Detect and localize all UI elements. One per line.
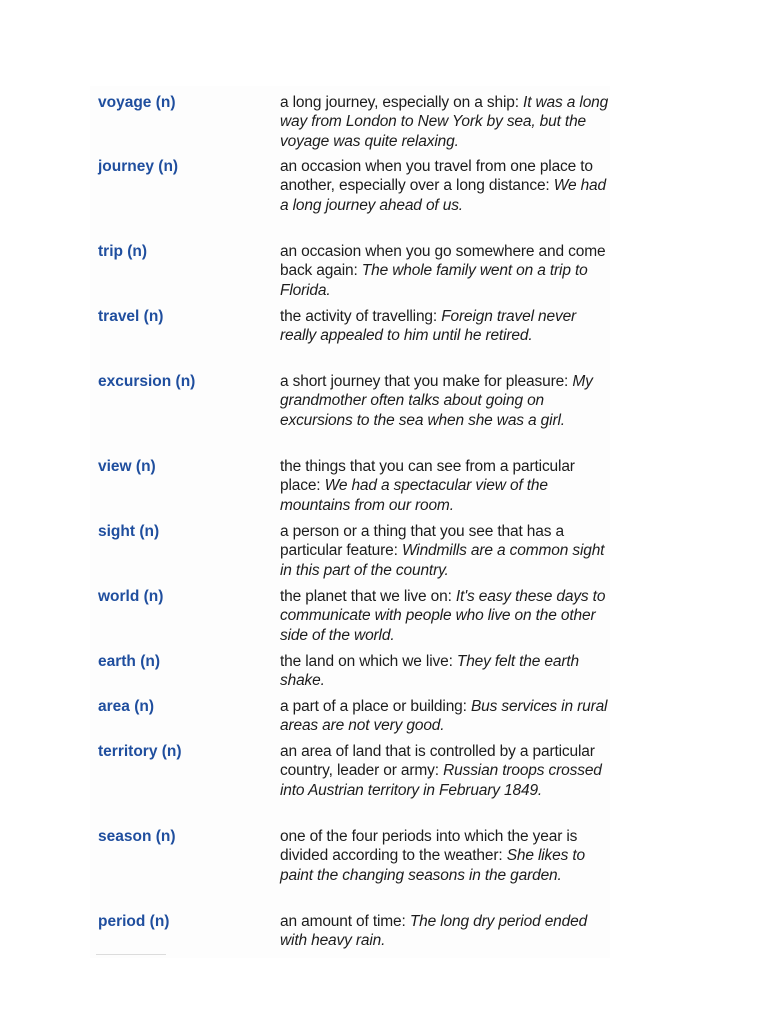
definition-excursion bbox=[280, 372, 610, 430]
example-sentence: It's easy these days to communicate with people who live on the other side of the world. bbox=[280, 588, 606, 644]
definition-travel bbox=[280, 307, 610, 346]
term-view: view (n) bbox=[98, 458, 156, 475]
example-sentence: The long dry period ended with heavy rain. bbox=[280, 913, 588, 950]
example-sentence: They felt the earth shake. bbox=[280, 653, 579, 690]
example-sentence: Russian troops crossed into Austrian territory in February 1849. bbox=[280, 762, 602, 799]
definition-period bbox=[280, 912, 610, 951]
definition-text: a part of a place or building: bbox=[280, 698, 471, 715]
example-sentence: The whole family went on a trip to Florida. bbox=[280, 262, 588, 299]
term-season: season (n) bbox=[98, 828, 176, 845]
definition-earth bbox=[280, 652, 610, 691]
example-sentence: She likes to paint the changing seasons in the garden. bbox=[280, 847, 586, 884]
definition-text: an area of land that is controlled by a particular country, leader or army: bbox=[280, 743, 595, 780]
term-travel: travel (n) bbox=[98, 308, 164, 325]
definition-text: the activity of travelling: bbox=[280, 308, 442, 325]
definition-text: a long journey, especially on a ship: bbox=[280, 94, 524, 111]
vocabulary-glossary bbox=[90, 86, 610, 958]
term-territory: territory (n) bbox=[98, 743, 182, 760]
definition-text: the things that you can see from a particular place: bbox=[280, 458, 575, 495]
example-sentence: It was a long way from London to New York by sea, but the voyage was quite relaxing. bbox=[280, 94, 609, 150]
definition-text: the planet that we live on: bbox=[280, 588, 456, 605]
definition-text: a person or a thing that you see that has a particular feature: bbox=[280, 523, 564, 560]
definition-territory bbox=[280, 742, 610, 800]
term-voyage: voyage (n) bbox=[98, 94, 176, 111]
definition-journey bbox=[280, 157, 610, 215]
example-sentence: My grandmother often talks about going on excursions to the sea when she was a girl. bbox=[280, 373, 593, 429]
definition-text: an occasion when you travel from one place to another, especially over a long distance: bbox=[280, 158, 593, 195]
term-journey: journey (n) bbox=[98, 158, 179, 175]
definition-season bbox=[280, 827, 610, 885]
definition-area bbox=[280, 697, 610, 736]
term-sight: sight (n) bbox=[98, 523, 160, 540]
definition-text: an amount of time: bbox=[280, 913, 410, 930]
definition-view bbox=[280, 457, 610, 515]
page-cut-edge bbox=[96, 954, 166, 958]
definition-text: the land on which we live: bbox=[280, 653, 457, 670]
example-sentence: We had a spectacular view of the mountains from our room. bbox=[280, 477, 548, 514]
term-world: world (n) bbox=[98, 588, 164, 605]
definition-trip bbox=[280, 242, 610, 300]
definition-world bbox=[280, 587, 610, 645]
term-earth: earth (n) bbox=[98, 653, 160, 670]
definition-text: one of the four periods into which the year is divided according to the weather: bbox=[280, 828, 578, 865]
example-sentence: Foreign travel never really appealed to him until he retired. bbox=[280, 308, 577, 345]
term-period: period (n) bbox=[98, 913, 170, 930]
term-trip: trip (n) bbox=[98, 243, 148, 260]
term-area: area (n) bbox=[98, 698, 154, 715]
example-sentence: Windmills are a common sight in this part of the country. bbox=[280, 542, 605, 579]
example-sentence: We had a long journey ahead of us. bbox=[280, 177, 606, 214]
definition-text: a short journey that you make for pleasure: bbox=[280, 373, 573, 390]
definition-voyage bbox=[280, 93, 610, 151]
example-sentence: Bus services in rural areas are not very good. bbox=[280, 698, 608, 735]
definition-text: an occasion when you go somewhere and come back again: bbox=[280, 243, 606, 280]
term-excursion: excursion (n) bbox=[98, 373, 196, 390]
definition-sight bbox=[280, 522, 610, 580]
